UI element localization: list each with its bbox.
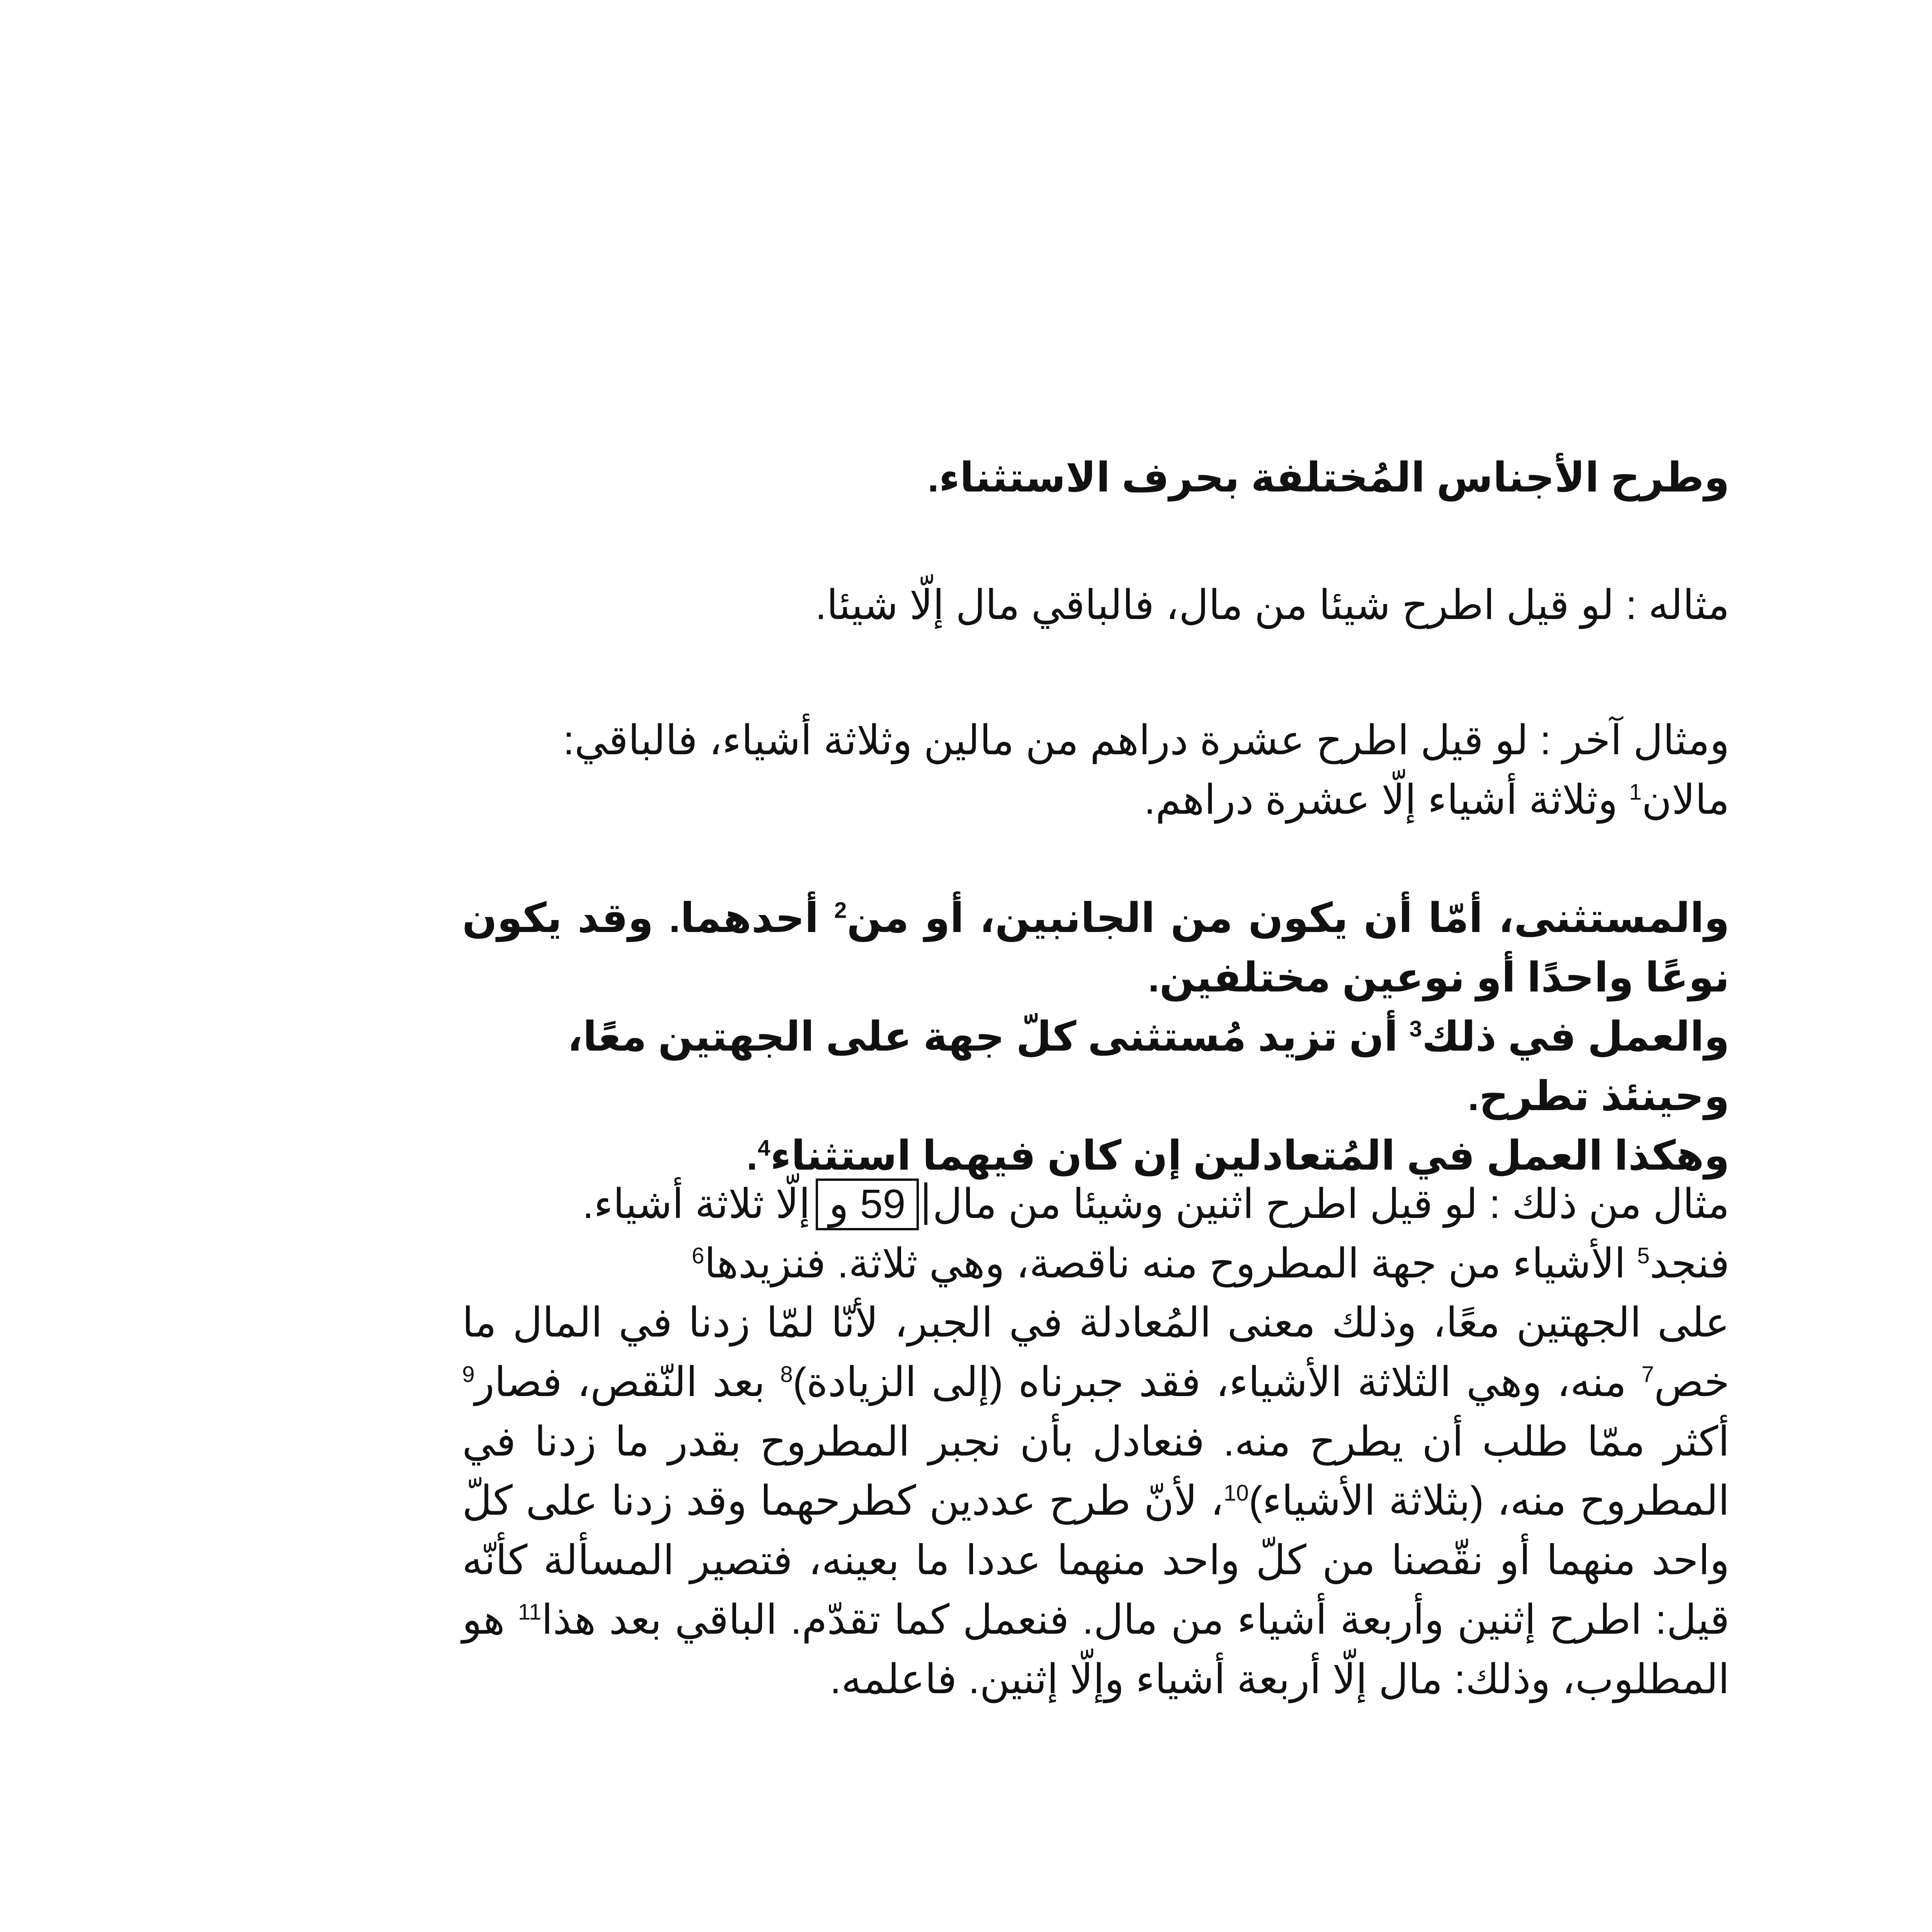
example-paragraph-1: مثاله : لو قيل اطرح شيئا من مال، فالباقي مال إلّا شيئا. [815, 582, 1730, 628]
manuscript-folio-box: 59 و [816, 1179, 919, 1230]
worked-example-paragraph: مثال من ذلك : لو قيل اطرح اثنين وشيئا من مال59 وإلّا ثلاثة أشياء. فنجد$^5$ الأشياء من جهة المطروح منه ناقصة، وهي ثلاثة. فنزيدها$^6$ على الجهتين معًا، وذلك معنى المُعادلة في الجبر، لأنّا لمّا زدنا في المال ما خص$^7$ منه، وهي الثلاثة الأشياء، فقد جبرناه (إلى الزيادة)$^8$ بعد النّقص، فصار$^9$ أكثر ممّا طلب أن يطرح منه. فنعادل بأن نجبر المطروح بقدر ما زدنا في المطروح منه، (بثلاثة الأشياء)$^{10}$، لأنّ طرح عددين كطرحهما وقد زدنا على كلّ واحد منهما أو نقّصنا من كلّ واحد منهما عددا ما بعينه، فتصير المسألة كأنّه قيل: اطرح إثنين وأربعة أشياء من مال. فنعمل كما تقدّم. الباقي بعد هذا$^{11}$ هو المطلوب، وذلك: مال إلّا أربعة أشياء وإلّا إثنين. فاعلمه. [462, 1175, 1730, 1709]
footnote-ref-8[interactable]: 8 [780, 1362, 793, 1387]
example-paragraph-2: ومثال آخر : لو قيل اطرح عشرة دراهم من مالين وثلاثة أشياء، فالباقي: مالان$^1$ وثلاثة أشياء إلّا عشرة دراهم. [563, 718, 1730, 823]
footnote-ref-7[interactable]: 7 [1641, 1362, 1654, 1387]
footnote-ref-10[interactable]: 10 [1223, 1481, 1249, 1506]
footnote-ref-3[interactable]: 3 [1409, 1017, 1422, 1042]
footnote-ref-9[interactable]: 9 [462, 1362, 475, 1387]
rule-sentence-1: والمستثنى، أمّا أن يكون من الجانبين، أو من$^2$ أحدهما. وقد يكون نوعًا واحدًا أو نوعين مختلفين. [462, 895, 1730, 1000]
section-heading: وطرح الأجناس المُختلفة بحرف الاستثناء. [927, 455, 1730, 500]
footnote-ref-1[interactable]: 1 [1629, 779, 1642, 805]
footnote-ref-11[interactable]: 11 [518, 1599, 542, 1625]
rule-sentence-3: وهكذا العمل في المُتعادلين إن كان فيهما استثناء$^4$. [746, 1133, 1730, 1179]
footnote-ref-6[interactable]: 6 [692, 1243, 704, 1269]
folio-marker-line [924, 1182, 927, 1225]
footnote-ref-5[interactable]: 5 [1637, 1243, 1650, 1269]
rule-sentence-2: والعمل في ذلك$^3$ أن تزيد مُستثنى كلّ جهة على الجهتين معًا، وحينئذ تطرح. [567, 1014, 1730, 1119]
footnote-ref-4[interactable]: 4 [757, 1135, 770, 1161]
footnote-ref-2[interactable]: 2 [834, 898, 847, 923]
rule-paragraph [462, 889, 1730, 1185]
